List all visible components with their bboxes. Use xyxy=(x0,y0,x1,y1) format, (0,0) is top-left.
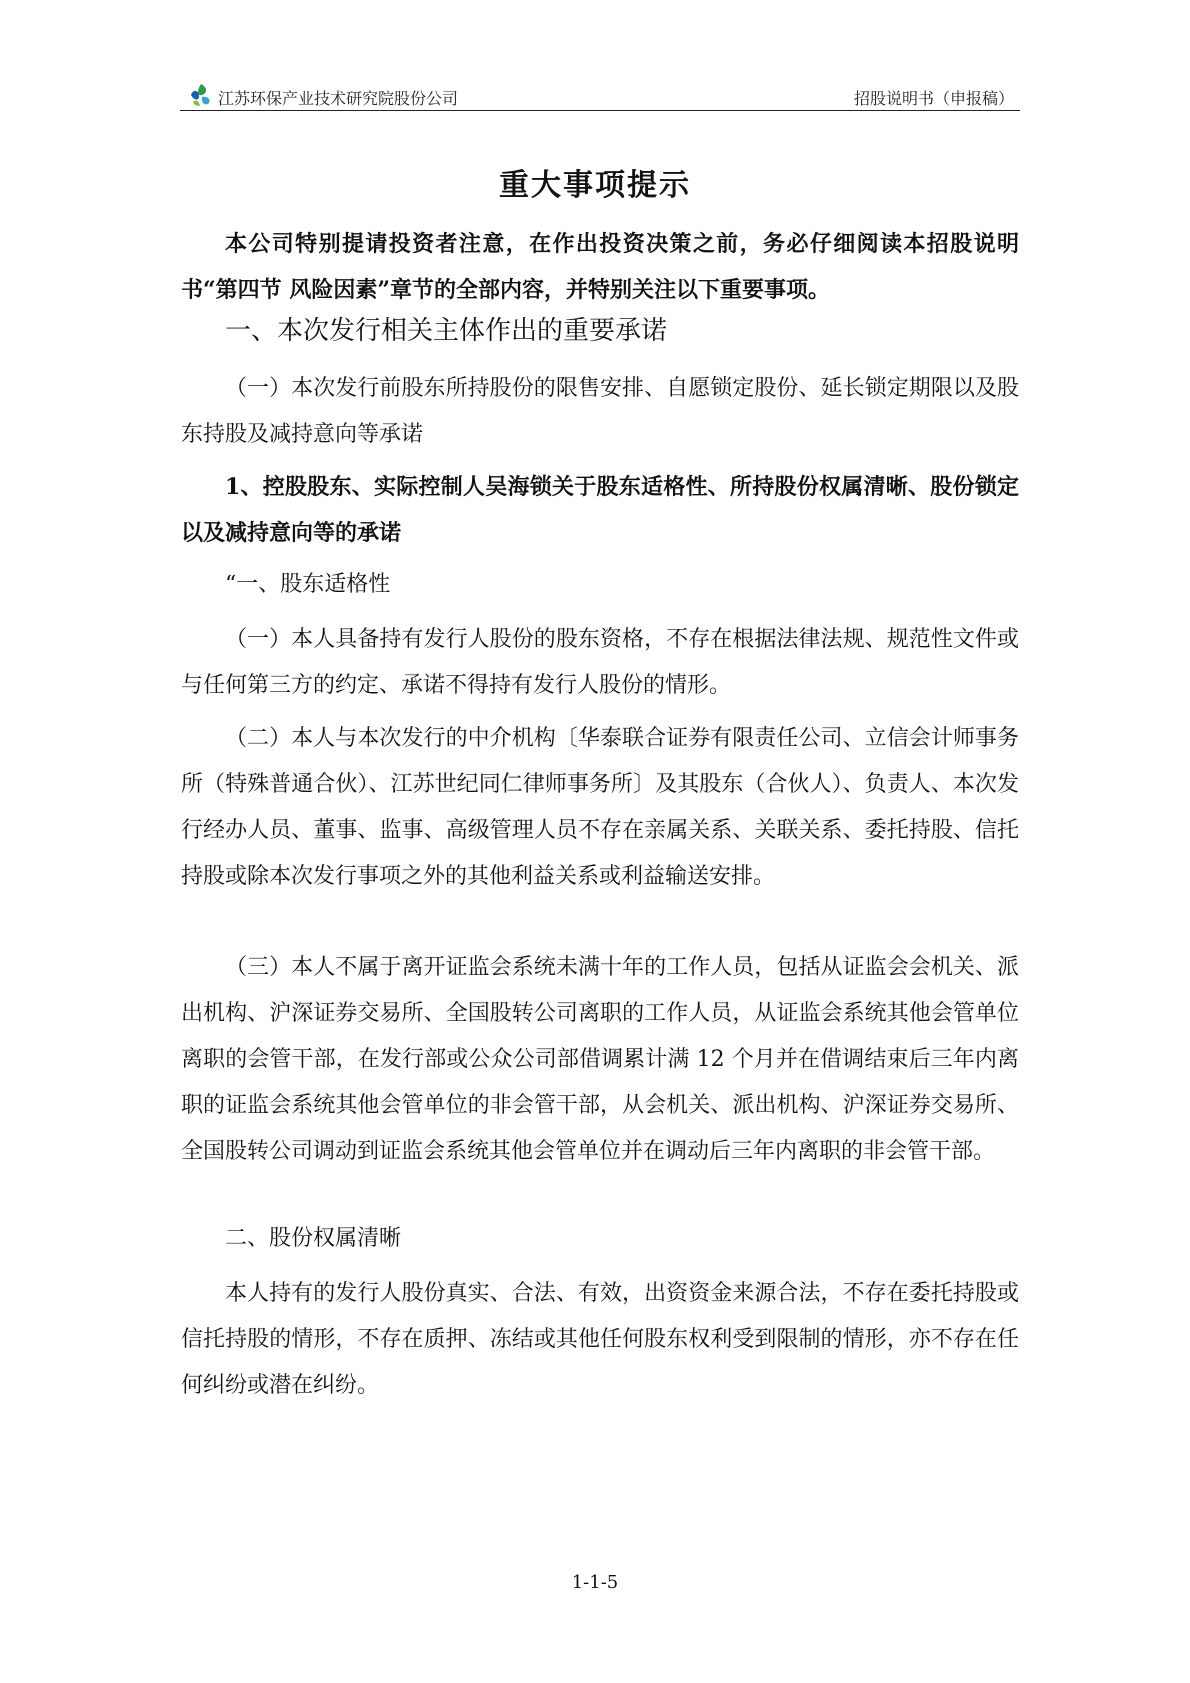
intro-paragraph: 本公司特别提请投资者注意，在作出投资决策之前，务必仔细阅读本招股说明书“第四节 风险因素”章节的全部内容，并特别关注以下重要事项。 xyxy=(181,231,1019,303)
page-number: 1-1-5 xyxy=(571,1572,619,1593)
subsection-heading: （一）本次发行前股东所持股份的限售安排、自愿锁定股份、延长锁定期限以及股东持股及减持意向等承诺 xyxy=(181,376,1019,447)
part1-heading: “一、股东适格性 xyxy=(225,572,391,597)
section-block xyxy=(181,308,1019,354)
para3-block xyxy=(181,945,1019,1175)
part2-heading: 二、股份权属清晰 xyxy=(225,1226,402,1251)
para4-block xyxy=(181,1271,1019,1409)
subsection-block xyxy=(181,366,1019,458)
company-logo-icon xyxy=(188,82,214,108)
item-heading: 1、控股股东、实际控制人吴海锁关于股东适格性、所持股份权属清晰、股份锁定以及减持意向等的承诺 xyxy=(181,474,1019,546)
item-block xyxy=(181,464,1019,556)
paragraph-4: 本人持有的发行人股份真实、合法、有效，出资资金来源合法，不存在委托持股或信托持股的情形，不存在质押、冻结或其他任何股东权利受到限制的情形，亦不存在任何纠纷或潜在纠纷。 xyxy=(181,1281,1019,1398)
paragraph-3: （三）本人不属于离开证监会系统未满十年的工作人员，包括从证监会会机关、派出机构、沪深证券交易所、全国股转公司离职的工作人员，从证监会系统其他会管单位离职的会管干部，在发行部或公众公司部借调累计满 12 个月并在借调结束后三年内离职的证监会系统其他会管单位的非会管干部，从会机关、派出机构、沪深证券交易所、全国股转公司调动到证监会系统其他会管单位并在调动后三年内离职的非会管干部。 xyxy=(181,955,1019,1164)
intro-block xyxy=(181,221,1019,313)
para1-block xyxy=(181,617,1019,709)
part2-block xyxy=(181,1216,1019,1262)
document-type: 招股说明书（申报稿） xyxy=(853,89,1014,108)
paragraph-2: （二）本人与本次发行的中介机构〔华泰联合证券有限责任公司、立信会计师事务所（特殊普通合伙）、江苏世纪同仁律师事务所〕及其股东（合伙人）、负责人、本次发行经办人员、董事、监事、高级管理人员不存在亲属关系、关联关系、委托持股、信托持股或除本次发行事项之外的其他利益关系或利益输送安排。 xyxy=(181,726,1019,889)
para2-block xyxy=(181,716,1019,900)
page-header xyxy=(180,80,1020,111)
company-name: 江苏环保产业技术研究院股份公司 xyxy=(218,89,459,108)
section-heading: 一、本次发行相关主体作出的重要承诺 xyxy=(225,316,668,346)
paragraph-1: （一）本人具备持有发行人股份的股东资格，不存在根据法律法规、规范性文件或与任何第三方的约定、承诺不得持有发行人股份的情形。 xyxy=(181,627,1019,698)
part1-block xyxy=(181,562,1019,608)
page-title: 重大事项提示 xyxy=(499,168,691,203)
